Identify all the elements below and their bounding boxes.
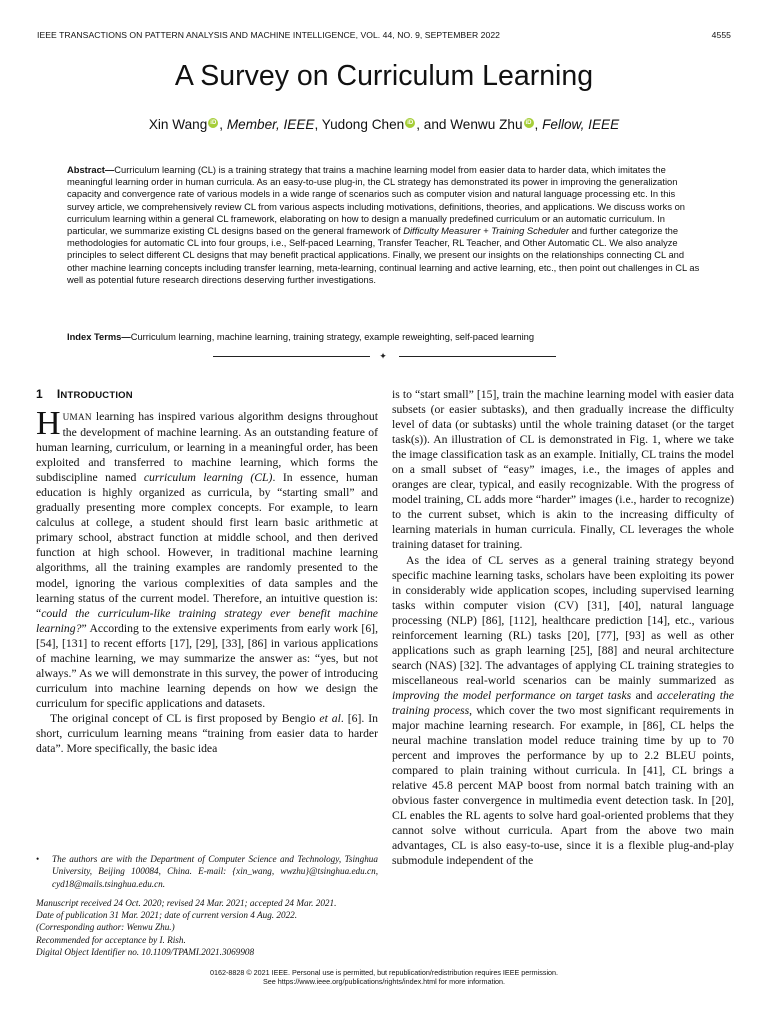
paragraph-text-italic: could the curriculum-like training strategy ever benefit machine learning?	[36, 606, 378, 635]
paragraph-text: . In essence, human education is highly organized as curricula, by “starting small” and gradually presenting more complex concepts. For example, to learn calculus at college, a student should first learn basic arithmetic at primary school, abstract function at middle school, and then derived function at high school. However, in traditional machine learning algorithms, all the training examples are randomly presented to the model, ignoring the various complexities of data samples and the learning status of the current model. Therefore, an intuitive question is: “	[36, 471, 378, 620]
section-title-rest: NTRODUCTION	[60, 390, 133, 401]
paragraph-text-italic: accelerating the training process	[392, 688, 734, 717]
abstract-text: Curriculum learning (CL) is a training strategy that trains a machine learning model from easier data to harder data, which imitates the meaningful learning order in human curricula. As an easy-to-use plug-in, the CL strategy has demonstrated its power in improving the generalization capacity and convergence rate of various models in a wide range of scenarios such as computer vision and natural language processing etc. In this survey article, we comprehensively review CL from various aspects including motivations, definitions, theories, and applications. We discuss works on curriculum learning within a general CL framework, elaborating on how to design a manually predefined curriculum or an automatic curriculum. In particular, we summarize existing CL designs based on the general framework of	[67, 165, 686, 237]
smallcaps-lead: UMAN	[62, 412, 92, 422]
section-number: 1	[36, 387, 43, 401]
journal-name: IEEE TRANSACTIONS ON PATTERN ANALYSIS AND MACHINE INTELLIGENCE, VOL. 44, NO. 9, SEPTEMBER 2022	[37, 30, 500, 40]
recommended-by: Recommended for acceptance by I. Rish.	[36, 934, 186, 945]
abstract	[67, 164, 702, 286]
author-sep: ,	[534, 117, 539, 132]
rights-link[interactable]: See https://www.ieee.org/publications/rights/index.html for more information.	[262, 977, 506, 987]
right-column	[392, 387, 734, 869]
abstract-label: Abstract—	[67, 165, 115, 175]
orcid-icon[interactable]: iD	[525, 120, 532, 126]
corresponding-author: (Corresponding author: Wenwu Zhu.)	[36, 922, 175, 933]
publication-dates: Date of publication 31 Mar. 2021; date of current version 4 Aug. 2022.	[36, 910, 298, 921]
paragraph-text-italic: curriculum learning (CL)	[143, 471, 273, 485]
paragraph	[392, 553, 734, 869]
paragraph-text: ” According to the extensive experiments from early work [6], [54], [131] to recent efforts [17], [29], [33], [86] in various applications of machine learning, we may summarize the answer as: “yes, but not always.” As we will demonstrate in this survey, the power of introducing curriculum into machine learning depends on how we design the curriculum for specific applications and datasets.	[36, 621, 378, 710]
divider-line	[399, 356, 556, 357]
author-list	[0, 117, 768, 132]
left-column	[36, 387, 378, 756]
paragraph-text: and	[631, 688, 657, 702]
index-terms-label: Index Terms—	[67, 332, 131, 342]
orcid-icon[interactable]: iD	[407, 120, 414, 126]
index-terms-text: Curriculum learning, machine learning, training strategy, example reweighting, self-paced learning	[130, 332, 535, 342]
author-sep: ,	[314, 117, 319, 132]
affiliation-text: The authors are with the Department of Computer Science and Technology, Tsinghua University, Beijing 100084, China. E-mail: {xin_wang, wwzhu}@tsinghua.edu.cn, cyd18@mails.tsinghua.edu.cn.	[52, 854, 378, 889]
author-sep: ,	[219, 117, 224, 132]
divider-line	[213, 356, 370, 357]
paragraph-text: is to “start small” [15], train the machine learning model with easier data subsets (or easier subtasks), and then gradually increase the difficulty level of data (or subtasks) until the whole training dataset (or the target task(s)). An illustration of CL is demonstrated in Fig. 1, where we take the image classification task as an example. Initially, CL trains the model on a small subset of “easy” images, i.e., the images of apples and oranges are clear, typical, and easily recognizable. With the progress of model training, CL adds more “harder” images (i.e., harder to recognize) to the current subset, which is akin to the increasing difficulty of learning materials in human curricula. Finally, CL leverages the whole training dataset for training.	[392, 388, 734, 552]
section-heading	[36, 387, 378, 403]
author-role: Fellow, IEEE	[542, 117, 620, 132]
paragraph-text: The original concept of CL is first proposed by Bengio	[50, 711, 320, 725]
index-terms	[67, 331, 702, 343]
paper-title: A Survey on Curriculum Learning	[174, 60, 594, 92]
author-role: Member, IEEE	[226, 117, 315, 132]
paragraph	[392, 387, 734, 553]
divider-diamond-icon: ✦	[379, 351, 387, 361]
abstract-text: and further categorize the methodologies for automatic CL into four groups, i.e., Self-paced Learning, Transfer Teacher, RL Teacher, and Other Automatic CL. We also analyze principles to select different CL designs that may benefit practical applications. Finally, we present our insights on the relationships connecting CL and other machine learning concepts including transfer learning, meta-learning, continual learning and active learning, etc., then point out challenges in CL as well as potential future research directions deserving further investigations.	[67, 226, 700, 285]
orcid-icon[interactable]: iD	[210, 120, 217, 126]
author-name: Wenwu Zhu	[450, 117, 523, 132]
running-header	[37, 30, 731, 44]
section-divider	[213, 351, 556, 361]
paragraph-text: . [6]. In short, curriculum learning means “training from easier data to harder data”. More specifically, the basic idea	[36, 711, 378, 756]
paragraph-text-italic: improving the model performance on target tasks	[392, 688, 632, 702]
paragraph-text-italic: et al	[319, 711, 341, 725]
affiliation-note	[36, 853, 378, 890]
paragraph	[36, 405, 378, 711]
author-name: Xin Wang	[148, 117, 208, 132]
author-sep: , and	[416, 117, 447, 132]
paragraph-text: As the idea of CL serves as a general training strategy beyond specific machine learning tasks, scholars have been exploiting its power in considerably wide application scopes, including supervised learning tasks within computer vision (CV) [31], [40], natural language processing (NLP) [86], [112], healthcare prediction [14], etc., various reinforcement learning (RL) tasks [20], [77], [93] as well as other applications such as graph learning [25], [88] and neural architecture search (NAS) [32]. The advantages of applying CL training strategies to miscellaneous real-world scenarios can be mainly summarized as	[392, 553, 734, 687]
section-title-initial: I	[56, 387, 61, 401]
paragraph-text: learning has inspired various algorithm designs throughout the development of machine learning. As an outstanding feature of human learning, curriculum, or learning in a meaningful order, has been exploited and transferred to machine learning, which forms the subdiscipline named	[36, 410, 378, 485]
drop-cap: H	[36, 405, 61, 442]
footnotes	[36, 853, 378, 958]
page-number: 4555	[711, 30, 731, 40]
doi[interactable]: Digital Object Identifier no. 10.1109/TPAMI.2021.3069908	[36, 947, 255, 958]
author-name: Yudong Chen	[321, 117, 405, 132]
abstract-text-italic: Difficulty Measurer + Training Scheduler	[403, 226, 569, 237]
copyright-notice	[0, 968, 768, 987]
manuscript-dates: Manuscript received 24 Oct. 2020; revised 24 Mar. 2021; accepted 24 Mar. 2021.	[36, 897, 337, 908]
paragraph-text: , which cover the two most significant requirements in major machine learning research. For example, in [86], CL helps the neural machine translation model reduce training time by up to 70 percent and improves the performance by up to 2.2 BLEU points, compared to plain training without curricula. In [41], CL brings a relative 45.8 percent MAP boost from normal batch training with an obvious faster convergence in multimedia event detection task. In [20], CL enables the RL agents to solve hard goal-oriented problems that they cannot solve without curricula. Apart from the above two main advantages, CL is also easy-to-use, since it is a flexible plug-and-play submodule independent of the	[392, 703, 734, 868]
bullet-icon: •	[36, 854, 40, 864]
copyright-line: 0162-8828 © 2021 IEEE. Personal use is permitted, but republication/redistribution requires IEEE permission.	[209, 968, 559, 977]
paragraph	[36, 711, 378, 756]
